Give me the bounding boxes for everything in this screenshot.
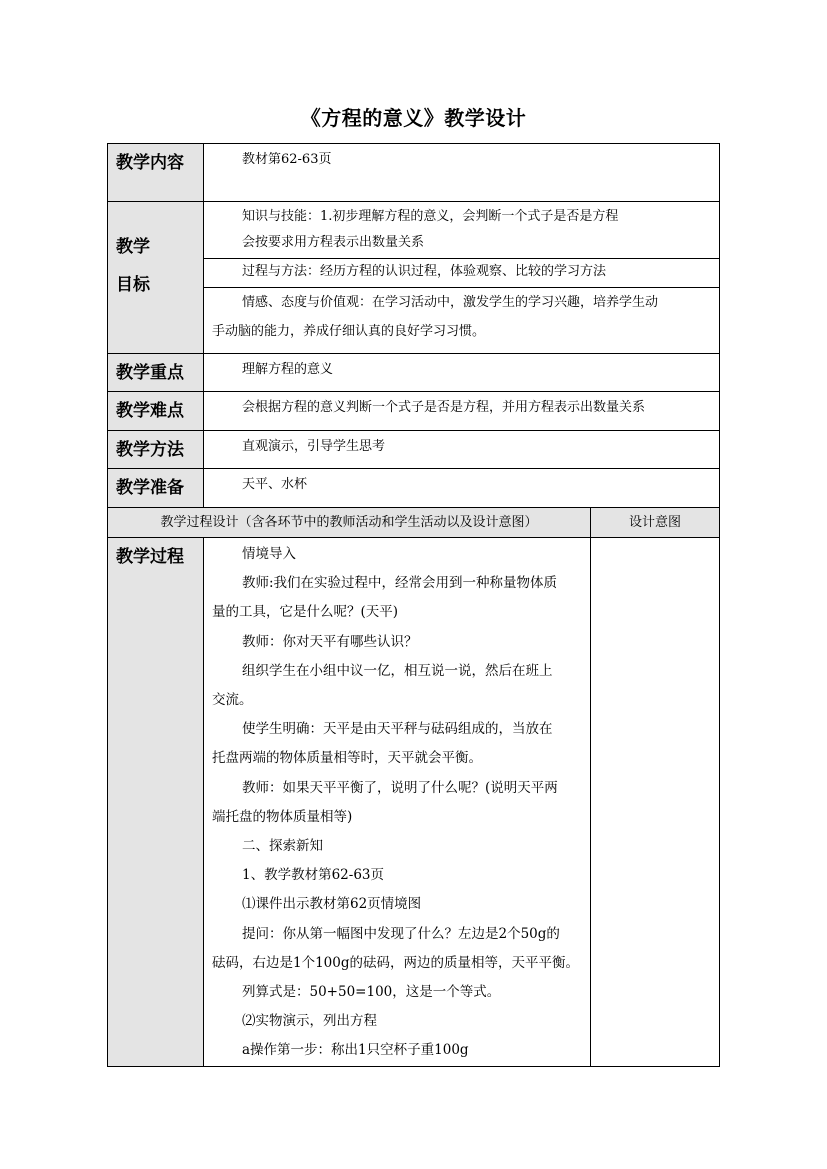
label-content: 教学内容 xyxy=(108,144,204,202)
process-line: 交流。 xyxy=(212,692,253,709)
goal-knowledge xyxy=(204,202,719,258)
label-goals-line1: 教学 xyxy=(116,237,150,257)
process-line: ⑴课件出示教材第62页情境图 xyxy=(242,896,422,913)
page-title: 《方程的意义》教学设计 xyxy=(300,106,527,130)
label-process: 教学过程 xyxy=(108,538,204,1067)
goal-emotion xyxy=(204,287,719,346)
goal-emotion-line1: 情感、态度与价值观：在学习活动中，激发学生的学习兴趣，培养学生动 xyxy=(242,295,659,310)
value-goals xyxy=(204,202,720,354)
process-line: 使学生明确：天平是由天平秤与砝码组成的，当放在 xyxy=(242,721,553,738)
label-preparation: 教学准备 xyxy=(108,469,204,508)
process-line: a操作第一步：称出1只空杯子重100g xyxy=(242,1042,469,1059)
row-goals xyxy=(108,202,720,354)
process-line: 托盘两端的物体质量相等时，天平就会平衡。 xyxy=(212,750,482,767)
process-header-right: 设计意图 xyxy=(591,508,720,538)
row-content xyxy=(108,144,720,202)
process-line: 量的工具，它是什么呢？(天平) xyxy=(212,604,399,621)
row-method xyxy=(108,431,720,469)
process-line: 二、探索新知 xyxy=(242,838,323,855)
lesson-plan-table xyxy=(107,143,720,1067)
process-line: 教师：如果天平平衡了，说明了什么呢？(说明天平两 xyxy=(242,779,558,796)
process-line: 列算式是：50+50=100，这是一个等式。 xyxy=(242,984,501,1001)
process-header-left: 教学过程设计（含各环节中的教师活动和学生活动以及设计意图） xyxy=(108,508,591,538)
label-goals-line2: 目标 xyxy=(116,275,150,295)
process-line: 砝码，右边是1个100g的砝码，两边的质量相等，天平平衡。 xyxy=(212,954,579,971)
label-method: 教学方法 xyxy=(108,431,204,469)
value-preparation: 天平、水杯 xyxy=(204,469,720,508)
goal-process: 过程与方法：经历方程的认识过程，体验观察、比较的学习方法 xyxy=(204,258,719,287)
value-key: 理解方程的意义 xyxy=(204,354,720,392)
goal-knowledge-line1: 知识与技能：1.初步理解方程的意义，会判断一个式子是否是方程 xyxy=(242,209,619,224)
process-content xyxy=(204,538,591,1067)
process-line: 1、教学教材第62-63页 xyxy=(242,867,385,884)
process-line: ⑵实物演示，列出方程 xyxy=(242,1013,377,1030)
row-key xyxy=(108,354,720,392)
process-line: 情境导入 xyxy=(242,546,296,562)
value-method: 直观演示，引导学生思考 xyxy=(204,431,720,469)
label-key: 教学重点 xyxy=(108,354,204,392)
value-difficulty: 会根据方程的意义判断一个式子是否是方程，并用方程表示出数量关系 xyxy=(204,392,720,431)
row-process-header xyxy=(108,508,720,538)
process-line: 教师：你对天平有哪些认识？ xyxy=(242,633,418,650)
goal-emotion-line2: 手动脑的能力，养成仔细认真的良好学习习惯。 xyxy=(212,324,486,339)
label-difficulty: 教学难点 xyxy=(108,392,204,431)
value-content: 教材第62-63页 xyxy=(204,144,720,202)
process-line: 组织学生在小组中议一亿，相互说一说，然后在班上 xyxy=(242,662,553,679)
design-intent-cell xyxy=(591,538,720,1067)
process-line: 端托盘的物体质量相等) xyxy=(212,808,353,825)
process-line: 教师:我们在实验过程中，经常会用到一种称量物体质 xyxy=(242,575,558,592)
label-goals xyxy=(108,202,204,354)
row-difficulty xyxy=(108,392,720,431)
row-process xyxy=(108,538,720,1067)
row-preparation xyxy=(108,469,720,508)
goal-knowledge-line2: 会按要求用方程表示出数量关系 xyxy=(242,235,425,250)
process-line: 提问：你从第一幅图中发现了什么？左边是2个50g的 xyxy=(242,925,560,942)
